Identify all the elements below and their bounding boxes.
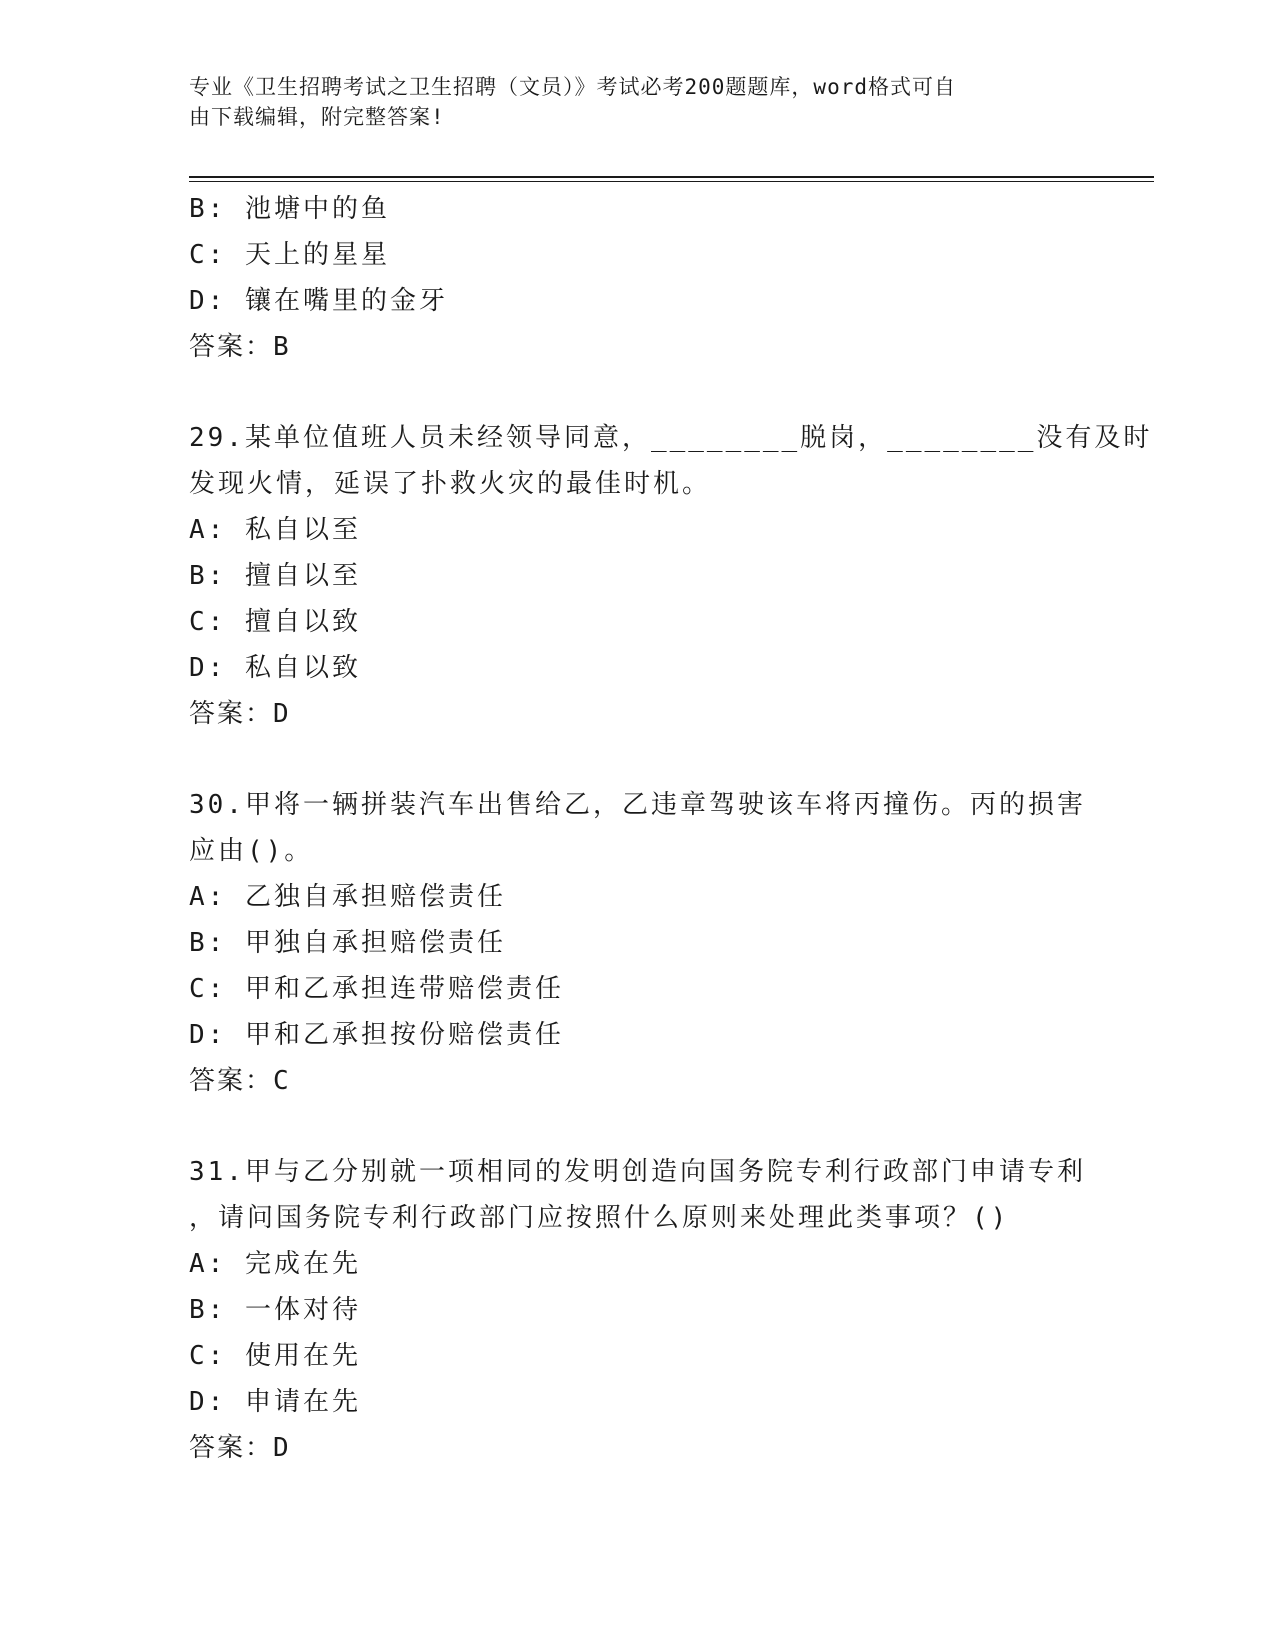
- answer-line: 答案：C: [189, 1066, 291, 1096]
- answer-line: 答案：B: [189, 332, 291, 362]
- document-header: [189, 72, 1069, 132]
- option-b: B: 池塘中的鱼: [189, 194, 390, 224]
- question-stem-line: 应由()。: [189, 836, 314, 866]
- answer-line: 答案：D: [189, 1433, 291, 1463]
- header-line-1: 专业《卫生招聘考试之卫生招聘（文员）》考试必考200题题库，word格式可自: [189, 75, 956, 99]
- option-a: A: 乙独自承担赔偿责任: [189, 882, 506, 912]
- header-divider-thin: [189, 181, 1154, 182]
- option-c: C: 使用在先: [189, 1341, 361, 1371]
- option-b: B: 甲独自承担赔偿责任: [189, 928, 506, 958]
- option-a: A: 私自以至: [189, 515, 361, 545]
- question-stem-line: ，请问国务院专利行政部门应按照什么原则来处理此类事项？(): [189, 1203, 1010, 1233]
- option-d: D: 私自以致: [189, 653, 361, 683]
- option-a: A: 完成在先: [189, 1249, 361, 1279]
- option-c: C: 天上的星星: [189, 240, 390, 270]
- option-d: D: 甲和乙承担按份赔偿责任: [189, 1020, 564, 1050]
- question-continuation: [189, 186, 1089, 370]
- question-list: [189, 186, 1153, 1471]
- question-30: [189, 782, 1089, 1104]
- question-29: [189, 415, 1153, 737]
- answer-line: 答案：D: [189, 699, 291, 729]
- option-b: B: 擅自以至: [189, 561, 361, 591]
- question-stem-line: 30.甲将一辆拼装汽车出售给乙，乙违章驾驶该车将丙撞伤。丙的损害: [189, 790, 1086, 820]
- question-stem-line: 发现火情，延误了扑救火灾的最佳时机。: [189, 469, 712, 499]
- question-stem-line: 29.某单位值班人员未经领导同意，________脱岗，________没有及时: [189, 423, 1153, 453]
- option-d: D: 申请在先: [189, 1387, 361, 1417]
- header-line-2: 由下载编辑，附完整答案!: [189, 105, 445, 129]
- option-c: C: 擅自以致: [189, 607, 361, 637]
- option-d: D: 镶在嘴里的金牙: [189, 286, 448, 316]
- option-c: C: 甲和乙承担连带赔偿责任: [189, 974, 564, 1004]
- option-b: B: 一体对待: [189, 1295, 361, 1325]
- header-divider-thick: [189, 176, 1154, 178]
- question-31: [189, 1149, 1089, 1471]
- question-stem-line: 31.甲与乙分别就一项相同的发明创造向国务院专利行政部门申请专利: [189, 1157, 1086, 1187]
